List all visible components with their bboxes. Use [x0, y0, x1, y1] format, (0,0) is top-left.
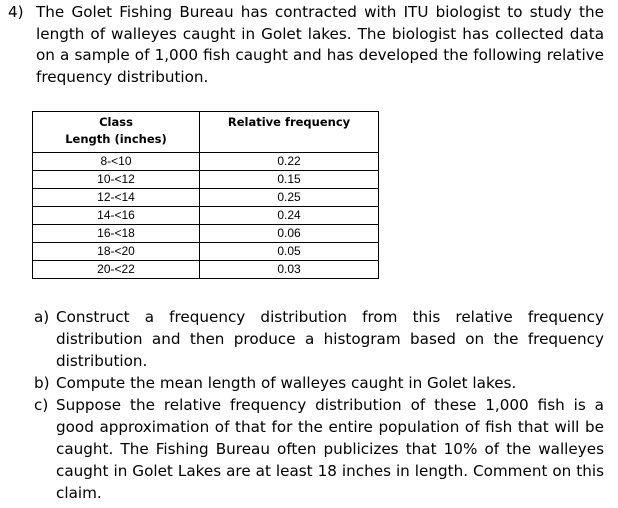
part-text: Suppose the relative frequency distribution of these 1,000 fish is a good approximation of that for the entire population of fish that will be caught. The Fishing Bureau often publicizes that 10% of the walleyes caught in Golet Lakes are at least 18 inches in length. Comment on this claim. [56, 396, 604, 502]
problem-intro-paragraph [8, 2, 604, 88]
relative-frequency-table [32, 111, 379, 279]
part-label: c) [34, 396, 49, 414]
relative-frequency-header: Relative frequency [200, 112, 379, 153]
table-header-row [33, 112, 379, 153]
part-a [34, 306, 604, 372]
table-row [33, 225, 379, 243]
frequency-cell: 0.22 [200, 153, 379, 171]
frequency-cell: 0.24 [200, 207, 379, 225]
class-cell: 14-<16 [33, 207, 200, 225]
class-header-label: Class [99, 115, 133, 129]
frequency-cell: 0.06 [200, 225, 379, 243]
table-row [33, 189, 379, 207]
class-cell: 20-<22 [33, 261, 200, 279]
part-b [34, 372, 604, 394]
part-text: Compute the mean length of walleyes caught in Golet lakes. [56, 374, 517, 392]
problem-intro-text: The Golet Fishing Bureau has contracted with ITU biologist to study the length of walleyes caught in Golet lakes. The biologist has collected data on a sample of 1,000 fish caught and has developed the following relative frequency distribution. [36, 3, 604, 86]
part-text: Construct a frequency distribution from this relative frequency distribution and then produce a histogram based on the frequency distribution. [56, 308, 604, 370]
table-row [33, 153, 379, 171]
class-cell: 8-<10 [33, 153, 200, 171]
part-c [34, 394, 604, 504]
class-cell: 10-<12 [33, 171, 200, 189]
frequency-cell: 0.15 [200, 171, 379, 189]
question-parts [34, 306, 604, 504]
frequency-cell: 0.03 [200, 261, 379, 279]
length-header-label: Length (inches) [65, 132, 167, 146]
frequency-cell: 0.05 [200, 243, 379, 261]
table-row [33, 207, 379, 225]
class-cell: 12-<14 [33, 189, 200, 207]
table-row [33, 243, 379, 261]
table-row [33, 171, 379, 189]
class-cell: 18-<20 [33, 243, 200, 261]
class-cell: 16-<18 [33, 225, 200, 243]
table-row [33, 261, 379, 279]
frequency-cell: 0.25 [200, 189, 379, 207]
problem-statement [8, 2, 604, 88]
part-label: a) [34, 308, 50, 326]
class-length-header [33, 112, 200, 153]
part-label: b) [34, 374, 50, 392]
problem-number: 4) [8, 3, 24, 21]
